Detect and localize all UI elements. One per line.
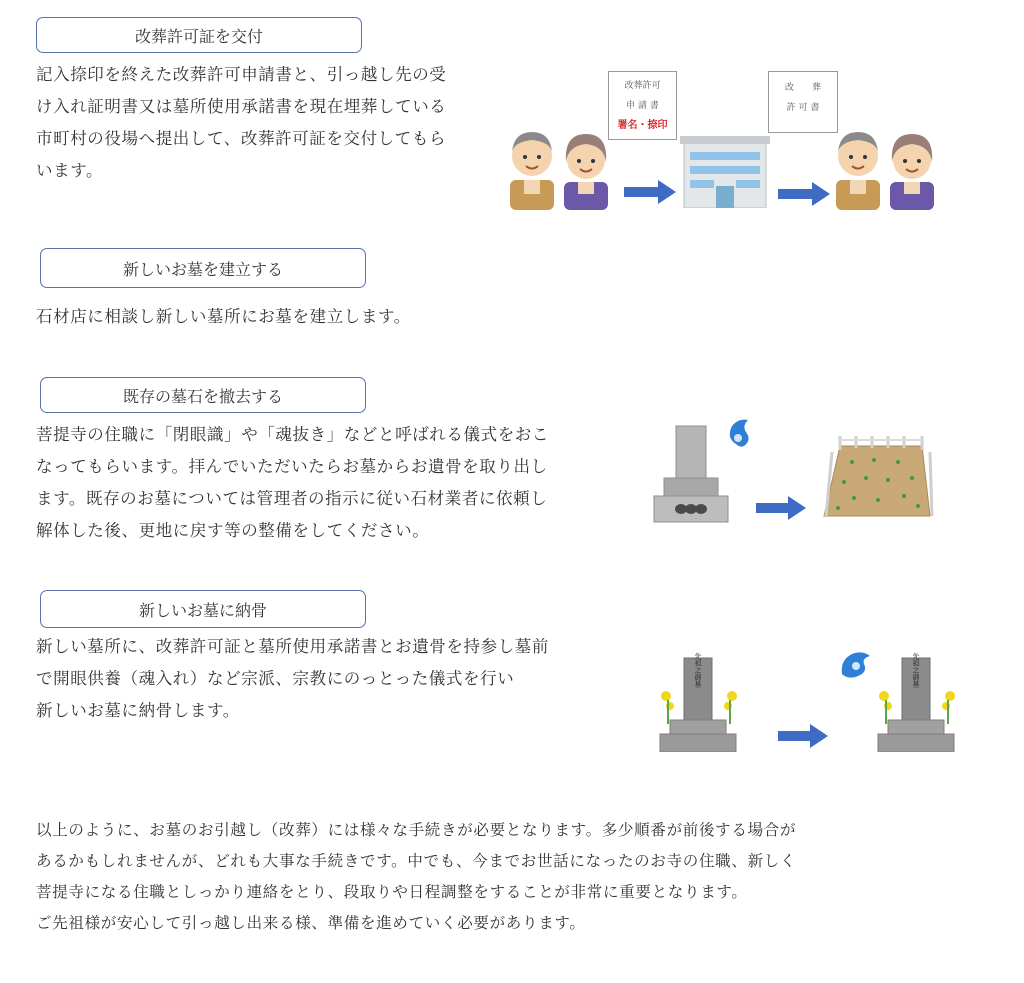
new-grave-illustration <box>656 652 742 752</box>
stamp-label: 署名・捺印 <box>617 120 668 131</box>
closing-line: 菩提寺になる住職としっかり連絡をとり、段取りや日程調整をすることが非常に重要となります。 <box>36 883 748 901</box>
section-title-build: 新しいお墓を建立する <box>40 248 366 288</box>
arrow-right-icon <box>778 182 830 206</box>
text-line: ます。既存のお墓については管理者の指示に従い石材業者に依頼し <box>36 489 548 508</box>
text-line: なってもらいます。拝んでいただいたらお墓からお遺骨を取り出し <box>36 457 548 476</box>
text-line: 市町村の役場へ提出して、改葬許可証を交付してもら <box>36 129 447 148</box>
section-title-permit: 改葬許可証を交付 <box>36 17 362 53</box>
arrow-right-icon <box>778 724 828 748</box>
tombstone-inscription: 先祖之御墓 <box>694 652 702 688</box>
text-line: 新しい墓所に、改葬許可証と墓所使用承諾書とお遺骨を持参し墓前 <box>36 637 549 656</box>
text-line: け入れ証明書又は墓所使用承諾書を現在埋葬している <box>36 97 447 116</box>
text-line: 解体した後、更地に戻す等の整備をしてください。 <box>36 521 430 540</box>
city-hall-illustration <box>680 136 770 208</box>
closing-line: あるかもしれませんが、どれも大事な手続きです。中でも、今までお世話になったのお寺の住職、新しく <box>36 852 797 870</box>
old-grave-illustration <box>648 416 758 526</box>
arrow-right-icon <box>756 496 806 520</box>
text-line: 石材店に相談し新しい墓所にお墓を建立します。 <box>36 307 411 326</box>
arrow-right-icon <box>624 180 676 204</box>
doc-title-line1: 改 葬 <box>784 83 821 93</box>
application-document <box>608 71 677 140</box>
couple-right-illustration <box>832 126 942 210</box>
text-line: 菩提寺の住職に「閉眼識」や「魂抜き」などと呼ばれる儀式をおこ <box>36 425 549 444</box>
section-text-permit <box>36 59 446 187</box>
doc-title-line2: 申 請 書 <box>626 101 659 111</box>
text-line: 新しいお墓に納骨します。 <box>36 701 240 720</box>
doc-title-line2: 許 可 書 <box>786 103 820 113</box>
closing-line: ご先祖様が安心して引っ越し出来る様、準備を進めていく必要があります。 <box>36 914 586 932</box>
section-title-interment: 新しいお墓に納骨 <box>40 590 366 628</box>
couple-left-illustration <box>506 126 616 210</box>
text-line: 記入捺印を終えた改葬許可申請書と、引っ越し先の受 <box>36 65 447 84</box>
doc-title-line1: 改葬許可 <box>624 81 661 91</box>
section-text-interment <box>36 631 549 727</box>
section-text-remove <box>36 419 549 547</box>
text-line: います。 <box>36 161 104 180</box>
permit-document <box>768 71 838 133</box>
closing-paragraph <box>36 815 796 939</box>
new-grave-with-spirit-illustration <box>836 646 960 752</box>
vacant-plot-illustration <box>818 432 934 520</box>
tombstone-inscription: 先祖之御墓 <box>912 652 920 688</box>
section-title-remove: 既存の墓石を撤去する <box>40 377 366 413</box>
closing-line: 以上のように、お墓のお引越し（改葬）には様々な手続きが必要となります。多少順番が前後する場合が <box>36 821 797 839</box>
section-text-build <box>36 301 411 333</box>
text-line: で開眼供養（魂入れ）など宗派、宗教にのっとった儀式を行い <box>36 669 515 688</box>
